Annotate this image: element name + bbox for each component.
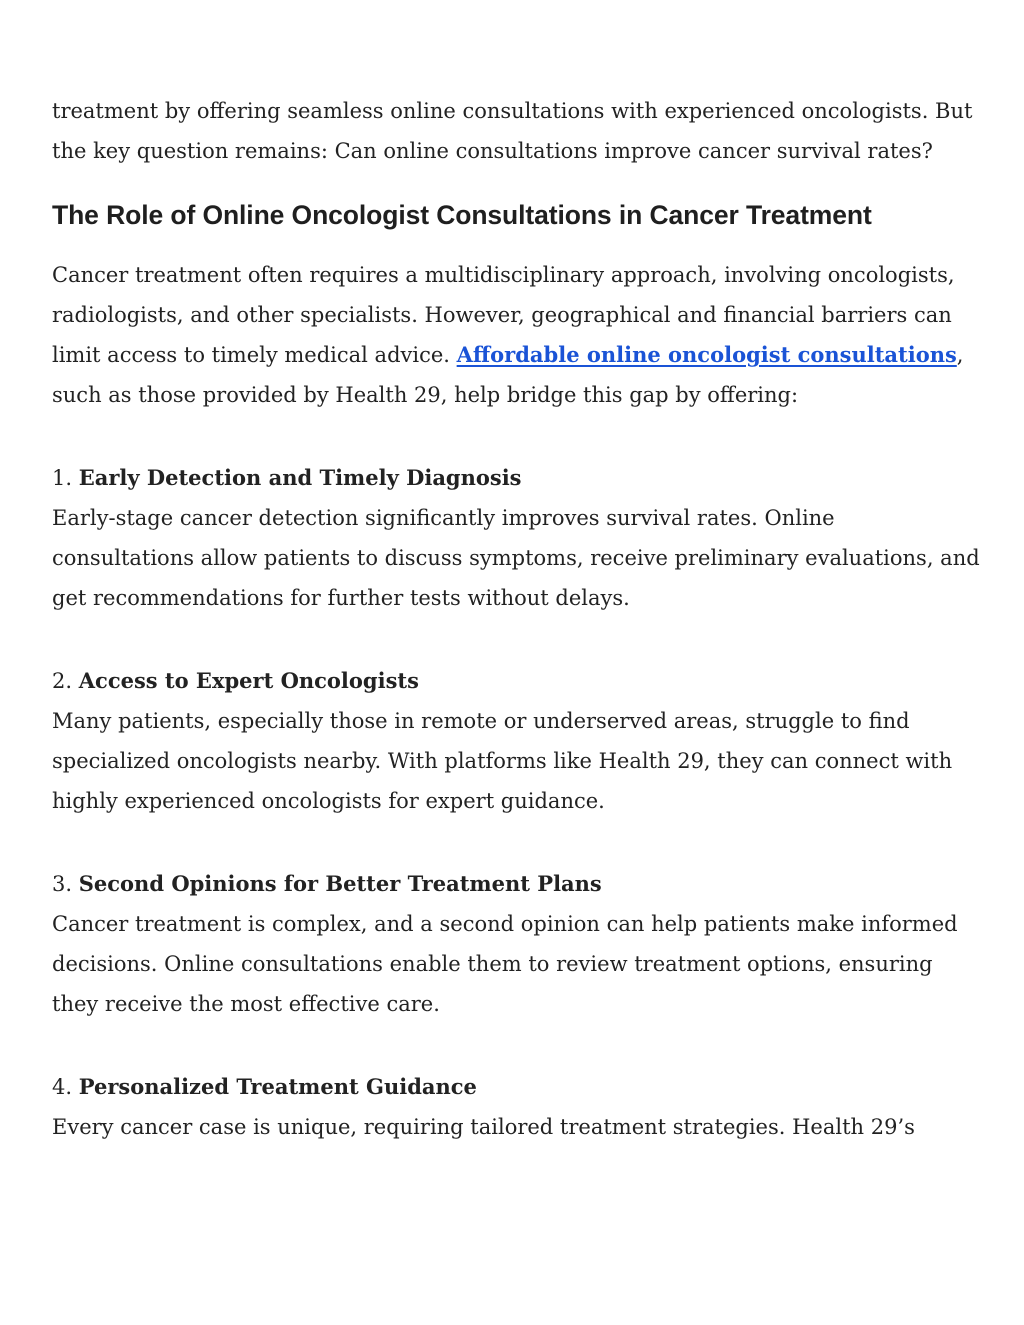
list-item-title: Personalized Treatment Guidance — [78, 1074, 477, 1099]
affordable-consultations-link[interactable]: Affordable online oncologist consultations — [456, 342, 957, 367]
list-item-heading — [52, 458, 982, 498]
list-item-title: Access to Expert Oncologists — [78, 668, 419, 693]
intro-paragraph: treatment by offering seamless online consultations with experienced oncologists. But the key question remains: Can online consultations improve cancer survival rates? — [52, 99, 973, 163]
list-item-title: Second Opinions for Better Treatment Plans — [78, 871, 602, 896]
list-item-description: Many patients, especially those in remote or underserved areas, struggle to find specialized oncologists nearby. With platforms like Health 29, they can connect with highly experienced oncologists for expert guidance. — [52, 709, 953, 813]
list-item-number: 2. — [52, 669, 73, 693]
list-item — [52, 458, 982, 618]
list-item-description: Every cancer case is unique, requiring tailored treatment strategies. Health 29’s — [52, 1115, 915, 1139]
list-item-number: 3. — [52, 872, 73, 896]
list-item-heading — [52, 661, 982, 701]
list-item-title: Early Detection and Timely Diagnosis — [78, 465, 522, 490]
section-heading: The Role of Online Oncologist Consultations in Cancer Treatment — [52, 200, 872, 230]
list-item-heading — [52, 864, 982, 904]
list-item-number: 4. — [52, 1075, 73, 1099]
body-text-after-link: , such as those provided by Health 29, help bridge this gap by offering: — [52, 343, 964, 407]
body-paragraph — [52, 255, 982, 415]
list-item-description: Early-stage cancer detection significantly improves survival rates. Online consultations allow patients to discuss symptoms, receive preliminary evaluations, and get recommendations for further tests without delays. — [52, 506, 980, 610]
list-item-number: 1. — [52, 466, 73, 490]
list-item-description: Cancer treatment is complex, and a second opinion can help patients make informed decisions. Online consultations enable them to review treatment options, ensuring they receive the most effective care. — [52, 912, 958, 1016]
list-item — [52, 1067, 982, 1147]
body-text-before-link: Cancer treatment often requires a multidisciplinary approach, involving oncologists, radiologists, and other specialists. However, geographical and financial barriers can limit access to timely medical advice. — [52, 263, 955, 367]
document-page — [52, 91, 982, 1190]
list-item — [52, 864, 982, 1024]
list-item-heading — [52, 1067, 982, 1107]
list-item — [52, 661, 982, 821]
